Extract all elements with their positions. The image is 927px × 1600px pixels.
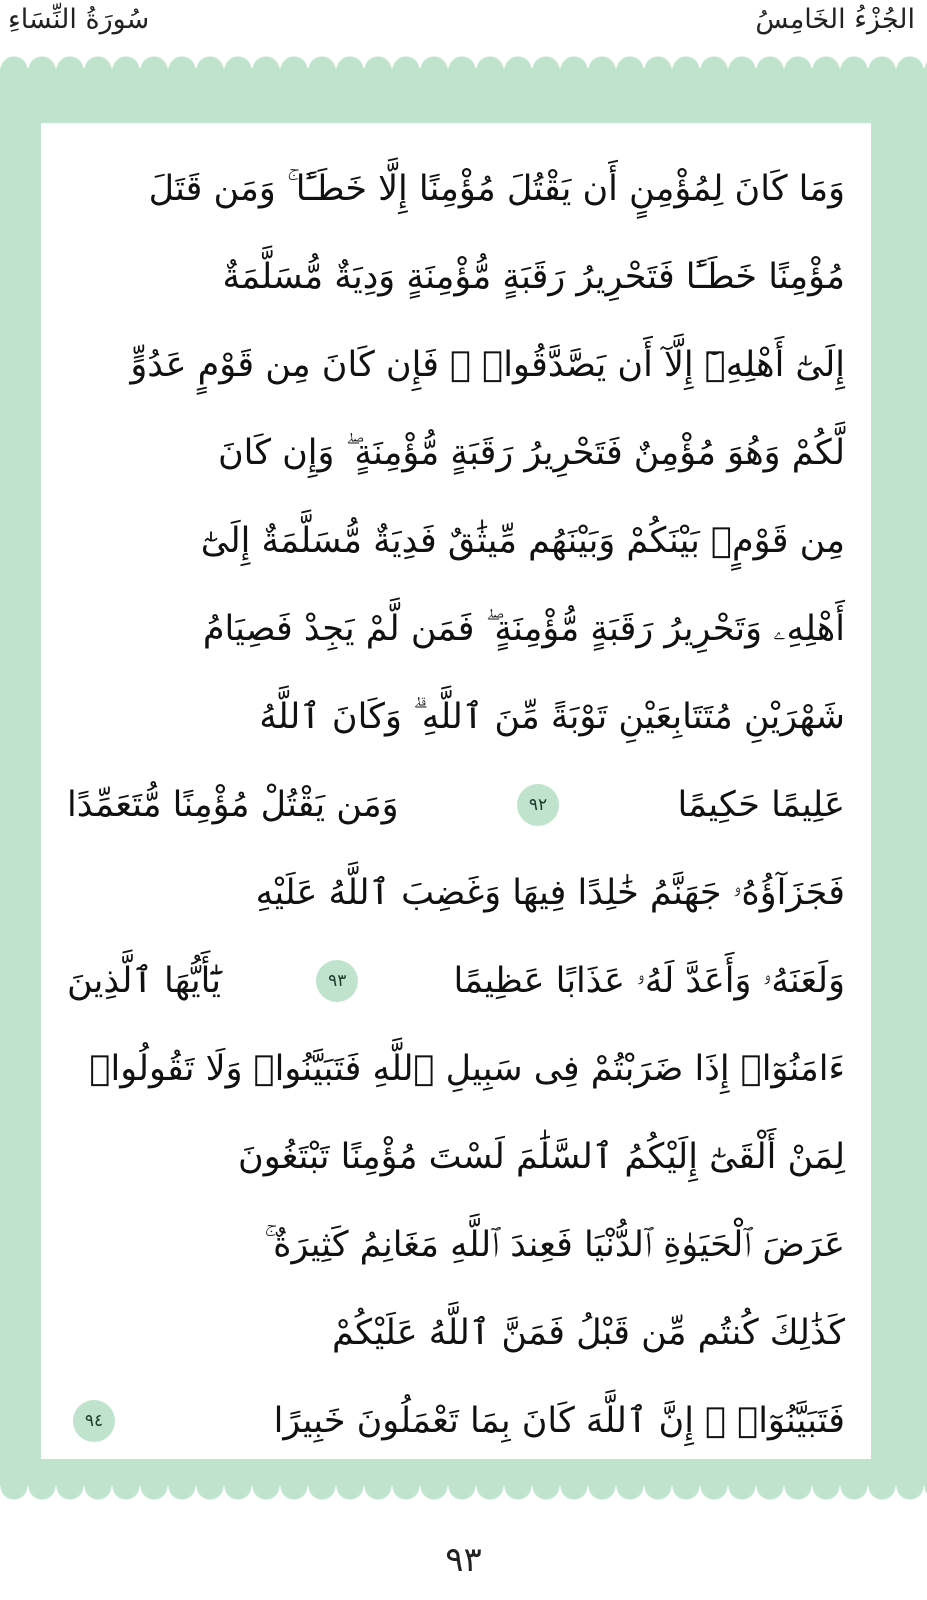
verse-line [67,937,845,1025]
verse-line [67,673,845,761]
verse-line [67,761,845,849]
verse-line [67,497,845,585]
verse-text: عَرَضَ ٱلْحَيَوٰةِ ٱلدُّنْيَا فَعِندَ ٱللَّهِ مَغَانِمُ كَثِيرَةٌ ۚ [264,1225,845,1265]
verse-lines [67,145,845,1465]
page-number: ٩٣ [445,1540,482,1580]
verse-text: عَلِيمًا حَكِيمًا [677,785,845,825]
verse-line [67,1377,845,1465]
verse-text: وَمَا كَانَ لِمُؤْمِنٍ أَن يَقْتُلَ مُؤْمِنًا إِلَّا خَطَـًٔا ۚ وَمَن قَتَلَ [148,169,845,209]
ayah-marker-94: ٩٤ [73,1400,115,1442]
verse-text: يَٰٓأَيُّهَا ٱلَّذِينَ [67,961,221,1001]
verse-text: وَمَن يَقْتُلْ مُؤْمِنًا مُّتَعَمِّدًا [67,785,399,825]
verse-text: فَجَزَآؤُهُۥ جَهَنَّمُ خَٰلِدًا فِيهَا وَغَضِبَ ٱللَّهُ عَلَيْهِ [255,873,845,913]
verse-text: مِن قَوْمٍۭ بَيْنَكُمْ وَبَيْنَهُم مِّيثَٰقٌ فَدِيَةٌ مُّسَلَّمَةٌ إِلَىٰٓ [200,521,845,561]
ayah-marker-92: ٩٢ [517,784,559,826]
verse-line [67,321,845,409]
verse-line [67,1201,845,1289]
verse-line [67,849,845,937]
verse-text: مُؤْمِنًا خَطَـًٔا فَتَحْرِيرُ رَقَبَةٍ مُّؤْمِنَةٍ وَدِيَةٌ مُّسَلَّمَةٌ [222,257,845,297]
verse-line [67,145,845,233]
verse-text: شَهْرَيْنِ مُتَتَابِعَيْنِ تَوْبَةً مِّنَ ٱللَّهِ ۗ وَكَانَ ٱللَّهُ [259,697,845,737]
verse-text: لِمَنْ أَلْقَىٰٓ إِلَيْكُمُ ٱلسَّلَٰمَ لَسْتَ مُؤْمِنًا تَبْتَغُونَ [238,1137,845,1177]
verse-text: إِلَىٰٓ أَهْلِهِۦٓ إِلَّآ أَن يَصَّدَّقُوا۟ ۚ فَإِن كَانَ مِن قَوْمٍ عَدُوٍّ [130,345,845,385]
verse-line [67,1025,845,1113]
text-panel [41,123,871,1459]
ayah-marker-93: ٩٣ [316,960,358,1002]
verse-line [67,409,845,497]
juz-name: الجُزْءُ الخَامِسُ [755,4,915,35]
verse-text: كَذَٰلِكَ كُنتُم مِّن قَبْلُ فَمَنَّ ٱللَّهُ عَلَيْكُمْ [331,1313,845,1353]
surah-name: سُورَةُ النِّسَاءِ [8,4,150,35]
verse-line [67,585,845,673]
verse-text: أَهْلِهِۦ وَتَحْرِيرُ رَقَبَةٍ مُّؤْمِنَةٍ ۖ فَمَن لَّمْ يَجِدْ فَصِيَامُ [202,609,845,649]
verse-line [67,233,845,321]
verse-text: ءَامَنُوٓا۟ إِذَا ضَرَبْتُمْ فِى سَبِيلِ ٱللَّهِ فَتَبَيَّنُوا۟ وَلَا تَقُولُوا۟ [89,1049,845,1089]
verse-text: وَلَعَنَهُۥ وَأَعَدَّ لَهُۥ عَذَابًا عَظِيمًا [453,961,845,1001]
verse-text: فَتَبَيَّنُوٓا۟ ۚ إِنَّ ٱللَّهَ كَانَ بِمَا تَعْمَلُونَ خَبِيرًا [273,1401,845,1441]
verse-line [67,1113,845,1201]
verse-line [67,1289,845,1377]
frame-scallop-bottom [0,1486,927,1502]
verse-text: لَّكُمْ وَهُوَ مُؤْمِنٌ فَتَحْرِيرُ رَقَبَةٍ مُّؤْمِنَةٍ ۖ وَإِن كَانَ [217,433,845,473]
